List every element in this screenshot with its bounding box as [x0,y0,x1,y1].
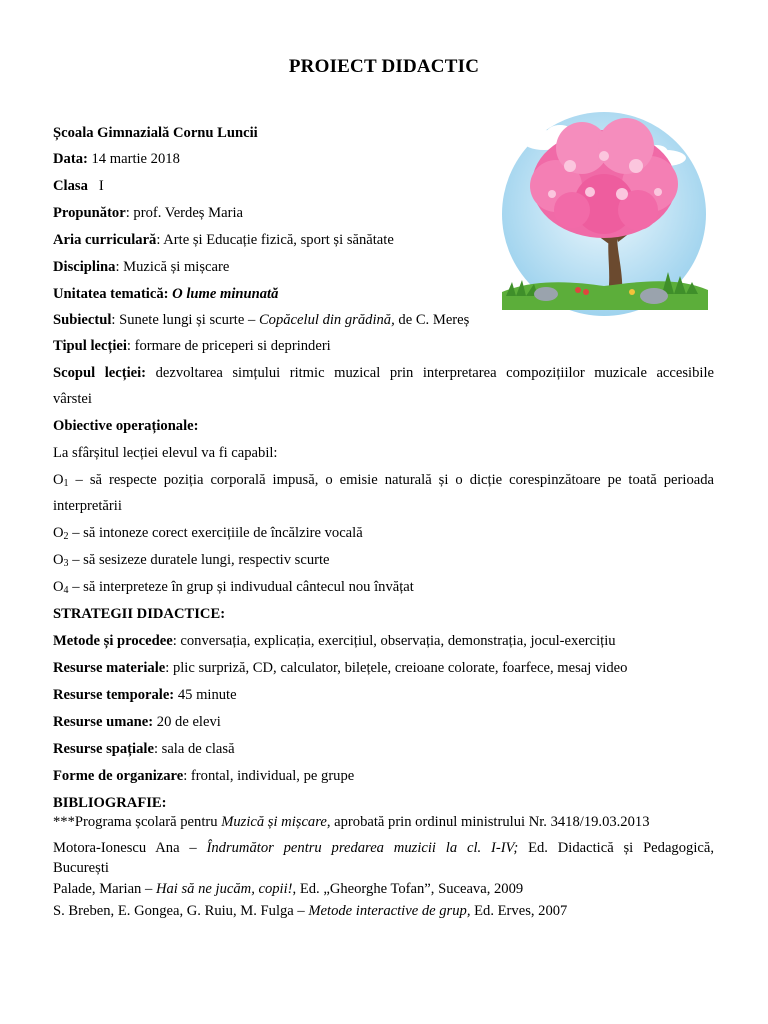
discipline-label: Disciplina [53,259,116,275]
human-resources-line [53,713,221,731]
organization-forms-value: : frontal, individual, pe grupe [183,768,355,784]
objective-text: – să intoneze corect exercițiile de încălzire vocală [68,525,363,541]
bibliography-author: ***Programa școlară pentru [53,814,222,830]
space-resources-value: : sala de clasă [153,741,235,757]
time-resources-label: Resurse temporale: [53,687,175,703]
organization-forms-line [53,767,354,785]
bibliography-entry [53,813,650,831]
bibliography-title: Îndrumător pentru predarea muzicii la cl. I-IV; [206,840,519,856]
class-label: Clasa [53,178,88,194]
date-value: 14 martie 2018 [87,151,180,167]
material-resources-label: Resurse materiale [53,660,166,676]
song-author: de C. Mereș [394,312,470,328]
bibliography-title: Metode interactive de grup, [308,903,471,919]
objective-index: 2 [63,531,69,542]
objective-code: O [53,552,64,568]
human-resources-value: 20 de elevi [153,714,221,730]
rock-shape [534,287,558,301]
bibliography-title: Muzică și mișcare [221,814,327,830]
lesson-purpose-continuation: vârstei [53,391,92,407]
methods-label: Metode și procedee [53,633,173,649]
thematic-unit-label: Unitatea tematică: [53,286,169,302]
objective-index: 1 [63,478,69,489]
methods-value: : conversația, explicația, exercițiul, observația, demonstrația, jocul-exercițiu [172,633,616,649]
bibliography-entry [53,839,714,857]
objectives-intro: La sfârșitul lecției elevul va fi capabil: [53,445,278,461]
curricular-area-label: Aria curriculară [53,232,157,248]
bibliography-entry [53,902,567,920]
objective-text: – să interpreteze în grup și indivudual cântecul nou învățat [68,579,414,595]
school-name: Școala Gimnazială Cornu Luncii [53,125,258,141]
bibliography-author: Palade, Marian – [53,881,156,897]
objective-text: – să sesizeze duratele lungi, respectiv scurte [68,552,330,568]
objective-index: 4 [63,585,69,596]
objective-code: O [53,525,64,541]
proposer-value: : prof. Verdeș Maria [125,205,243,221]
objective-code: O [53,472,64,488]
curricular-area-value: : Arte și Educație fizică, sport și sănătate [156,232,394,248]
bibliography-details: Ed. Didactică și Pedagogică, [518,840,714,856]
space-resources-line [53,740,235,758]
time-resources-line [53,686,237,704]
objective-item [53,471,714,493]
material-resources-line [53,659,627,677]
song-title: Copăcelul din grădină, [258,312,395,328]
organization-forms-label: Forme de organizare [53,768,184,784]
material-resources-value: : plic surpriză, CD, calculator, bilețele, creioane colorate, foarfece, mesaj video [165,660,628,676]
lesson-purpose-line [53,364,714,382]
bibliography-details: , aprobată prin ordinul ministrului Nr. 3418/19.03.2013 [326,814,650,830]
class-value: I [98,178,104,194]
time-resources-value: 45 minute [174,687,237,703]
bibliography-author: S. Breben, E. Gongea, G. Ruiu, M. Fulga – [53,903,309,919]
objective-index: 3 [63,558,69,569]
objective-continuation: interpretării [53,498,122,514]
curricular-area-line [53,231,394,249]
proposer-label: Propunător [53,205,126,221]
date-label: Data: [53,151,88,167]
page-title: PROIECT DIDACTIC [288,56,480,77]
objective-item [53,524,363,546]
objective-text: – să respecte poziția corporală impusă, o emisie naturală și o dicție corespinzătoare pe toată perioada [68,472,714,488]
lesson-purpose-value: dezvoltarea simțului ritmic muzical prin interpretarea compozițiilor muzicale accesibile [155,365,714,381]
discipline-value: : Muzică și mișcare [115,259,230,275]
strategies-heading: STRATEGII DIDACTICE: [53,606,226,622]
subject-value: : Sunete lungi și scurte – [111,312,259,328]
bibliography-author: Motora-Ionescu Ana – [53,840,207,856]
discipline-line [53,258,229,276]
objective-code: O [53,579,64,595]
objectives-heading: Obiective operaționale: [53,418,199,434]
subject-line [53,311,469,329]
bibliography-continuation: București [53,860,109,876]
objective-item [53,578,414,600]
thematic-unit-value: O lume minunată [172,286,279,302]
class-line [53,177,104,195]
bibliography-heading: BIBLIOGRAFIE: [53,795,167,811]
human-resources-label: Resurse umane: [53,714,154,730]
lesson-type-line [53,337,331,355]
bibliography-title: Hai să ne jucăm, copii! [155,881,293,897]
thematic-unit-line [53,285,278,303]
date-line [53,150,180,168]
bibliography-details: Ed. Erves, 2007 [470,903,568,919]
blossom-tree-illustration [486,96,718,328]
methods-line [53,632,616,650]
bibliography-entry [53,880,523,898]
proposer-line [53,204,243,222]
bibliography-details: , Ed. „Gheorghe Tofan”, Suceava, 2009 [292,881,524,897]
subject-label: Subiectul [53,312,112,328]
lesson-type-value: : formare de priceperi si deprinderi [126,338,331,354]
space-resources-label: Resurse spațiale [53,741,154,757]
objective-item [53,551,330,573]
lesson-purpose-label: Scopul lecției: [53,365,147,381]
lesson-type-label: Tipul lecției [53,338,127,354]
